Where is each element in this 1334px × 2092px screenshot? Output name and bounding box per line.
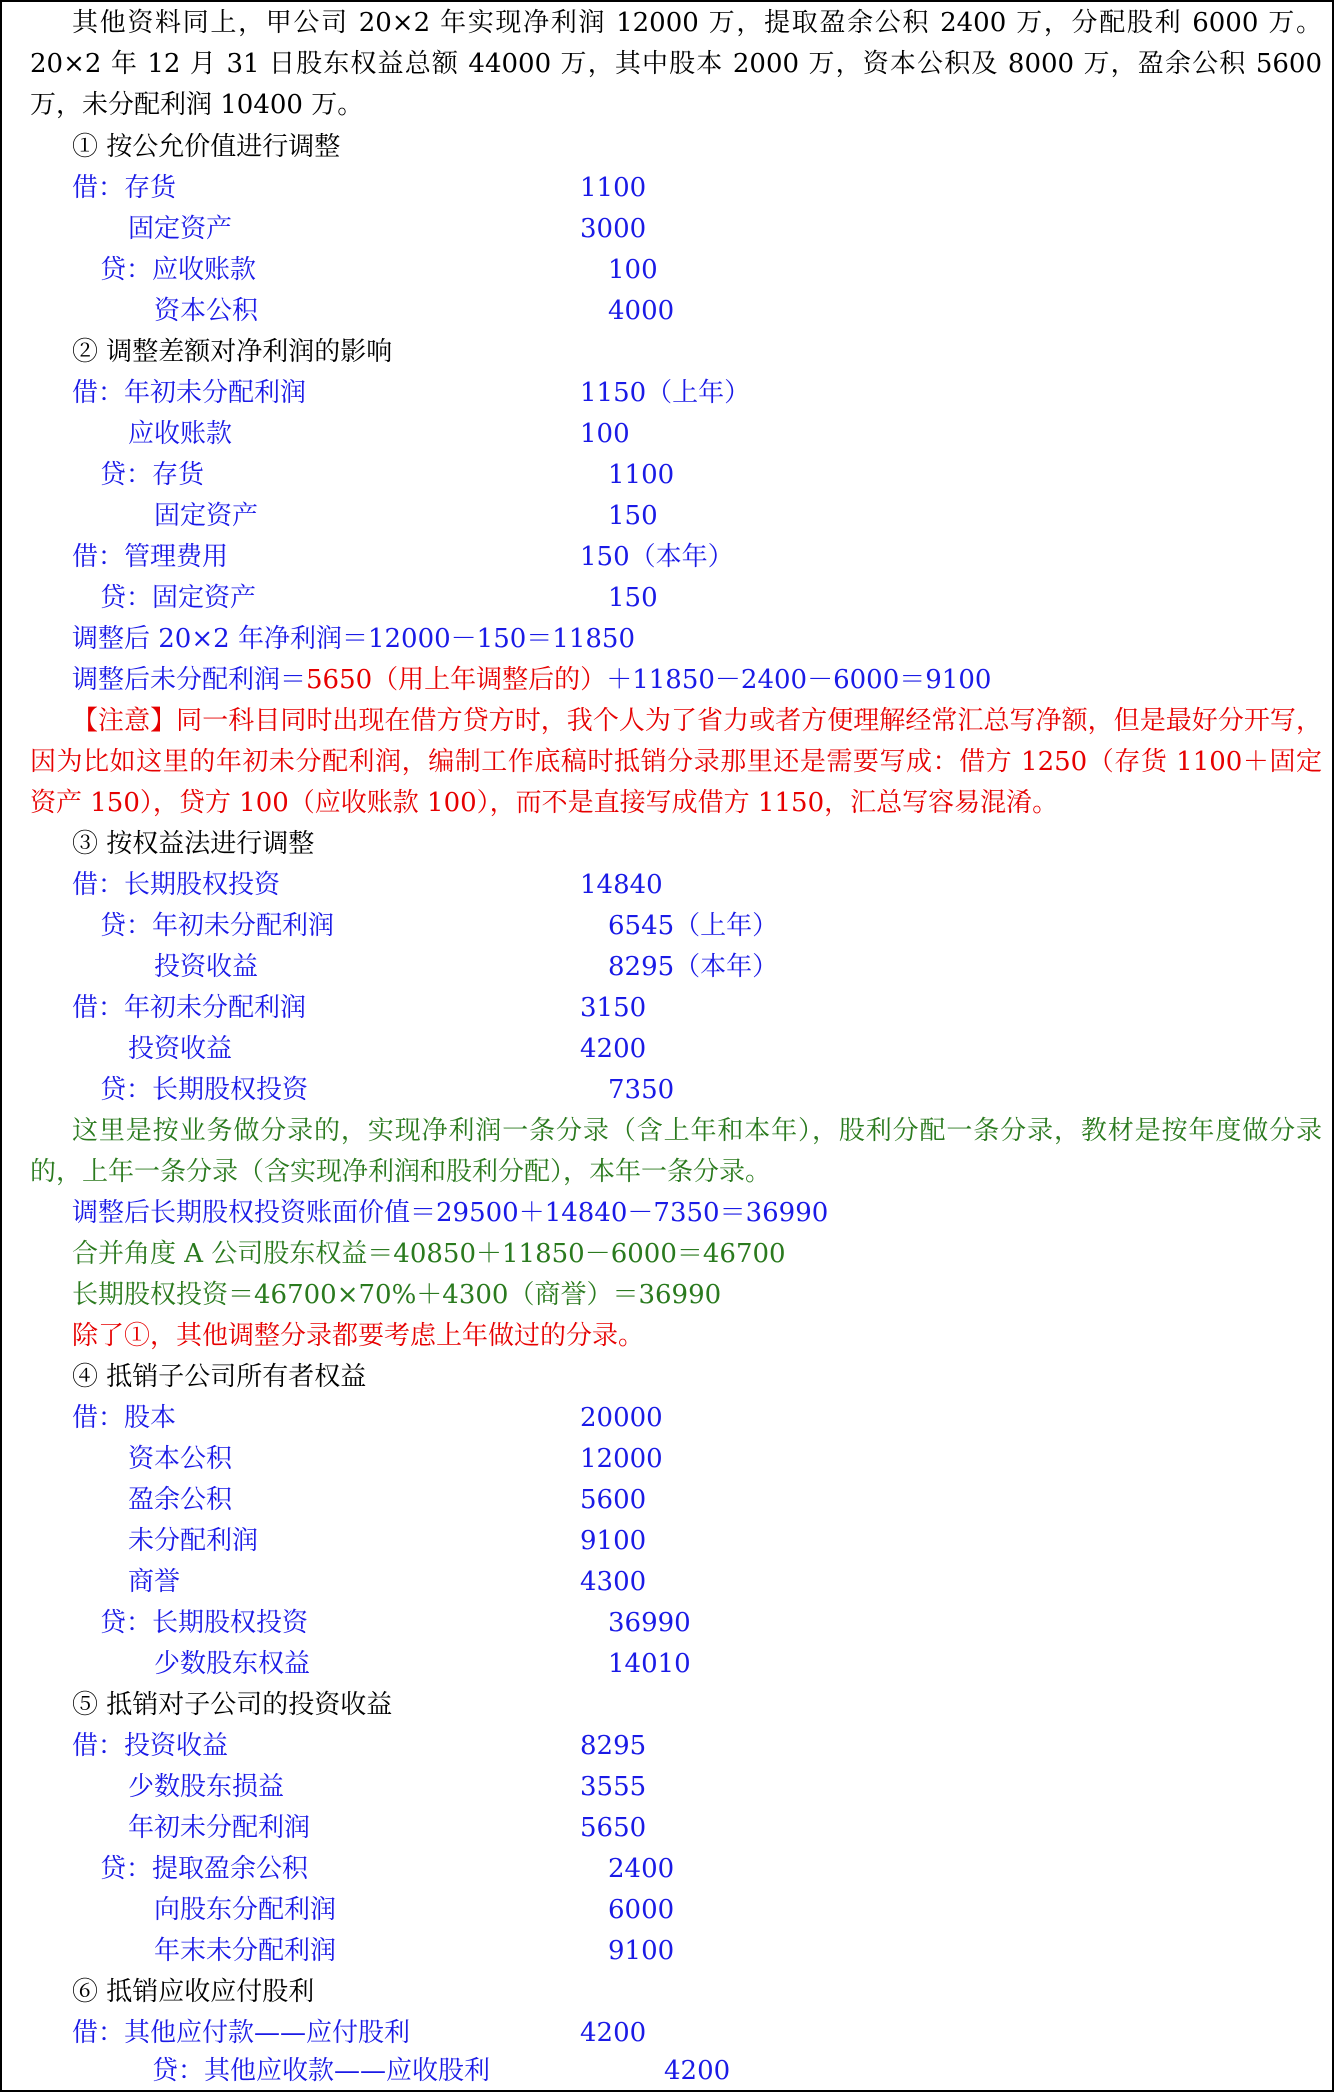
calc-line <box>2 619 1332 660</box>
calc-book-value: 调整后长期股权投资账面价值＝29500＋14840－7350＝36990 <box>72 1198 829 1228</box>
entry-row <box>2 1931 1332 1972</box>
entry-account: 贷：长期股权投资 <box>100 1608 309 1638</box>
entry-amount: 2400 <box>608 1854 675 1884</box>
entry-row <box>2 168 1332 209</box>
entry-amount: 20000 <box>580 1403 663 1433</box>
entry-row <box>2 2013 1332 2054</box>
calc-retained-earnings <box>72 660 991 701</box>
intro-paragraph: 其他资料同上，甲公司 20×2 年实现净利润 12000 万，提取盈余公积 2400 万，分配股利 6000 万。20×2 年 12 月 31 日股东权益总额 44000 万，其中股本 2000 万，资本公积及 8000 万，盈余公积 5600 万，未分配利润 10400 万。 <box>30 8 1322 120</box>
entry-row <box>2 373 1332 414</box>
entry-amount: 100 <box>580 419 630 449</box>
entry-amount: 150 <box>608 583 658 613</box>
entry-account: 贷：提取盈余公积 <box>100 1854 309 1884</box>
entry-row <box>2 1644 1332 1685</box>
entry-amount: 100 <box>608 255 658 285</box>
section-5-heading: ⑤ 抵销对子公司的投资收益 <box>72 1690 393 1720</box>
note-paragraph <box>30 701 1322 824</box>
note-tag: 【注意】 <box>72 706 177 736</box>
entry-account: 投资收益 <box>128 1034 233 1064</box>
entry-amount: 150 <box>608 501 658 531</box>
calc-highlight: 5650（用上年调整后的） <box>306 665 607 695</box>
entry-amount: 5650 <box>580 1813 647 1843</box>
entry-account: 借：年初未分配利润 <box>72 378 307 408</box>
entry-row <box>2 578 1332 619</box>
entry-account: 固定资产 <box>128 214 233 244</box>
section-4-heading-line <box>2 1357 1332 1398</box>
entry-account: 投资收益 <box>154 952 259 982</box>
entry-amount: 6000 <box>608 1895 675 1925</box>
section-2-heading: ② 调整差额对净利润的影响 <box>72 337 393 367</box>
entry-row <box>2 947 1332 988</box>
entry-row <box>2 1890 1332 1931</box>
green-note-paragraph: 这里是按业务做分录的，实现净利润一条分录（含上年和本年），股利分配一条分录，教材是按年度做分录的，上年一条分录（含实现净利润和股利分配），本年一条分录。 <box>30 1116 1322 1187</box>
calc-line <box>2 660 1332 701</box>
entry-row <box>2 1480 1332 1521</box>
section-5-heading-line <box>2 1685 1332 1726</box>
red-note: 除了①，其他调整分录都要考虑上年做过的分录。 <box>72 1321 645 1351</box>
entry-row <box>2 988 1332 1029</box>
entry-row <box>2 209 1332 250</box>
entry-amount: 14010 <box>608 1649 691 1679</box>
entry-row <box>2 1029 1332 1070</box>
entry-account: 借：长期股权投资 <box>72 870 281 900</box>
calc-line <box>2 1234 1332 1275</box>
calc-line <box>2 1275 1332 1316</box>
entry-amount: 3150 <box>580 993 647 1023</box>
section-6-heading: ⑥ 抵销应收应付股利 <box>72 1977 315 2007</box>
entry-amount: 3555 <box>580 1772 647 1802</box>
entry-amount: 8295（本年） <box>608 952 779 982</box>
entry-amount: 1100 <box>580 173 647 203</box>
section-3-heading-line <box>2 824 1332 865</box>
entry-account: 借：管理费用 <box>72 542 229 572</box>
entry-amount: 1100 <box>608 460 675 490</box>
entry-row <box>2 1439 1332 1480</box>
entry-account: 贷：固定资产 <box>100 583 257 613</box>
entry-row <box>2 1521 1332 1562</box>
entry-account: 盈余公积 <box>128 1485 233 1515</box>
entry-account: 向股东分配利润 <box>154 1895 337 1925</box>
entry-row <box>2 906 1332 947</box>
entry-amount: 150（本年） <box>580 542 734 572</box>
calc-prefix: 调整后未分配利润＝ <box>72 665 307 695</box>
entry-row <box>2 1398 1332 1439</box>
entry-account: 固定资产 <box>154 501 259 531</box>
entry-amount: 4200 <box>664 2056 731 2086</box>
entry-row <box>2 1808 1332 1849</box>
section-3-heading: ③ 按权益法进行调整 <box>72 829 315 859</box>
entry-account: 借：股本 <box>72 1403 177 1433</box>
calc-line <box>2 1193 1332 1234</box>
calc-equity: 合并角度 A 公司股东权益＝40850＋11850－6000＝46700 <box>72 1239 786 1269</box>
entry-account: 贷：长期股权投资 <box>100 1075 309 1105</box>
entry-amount: 12000 <box>580 1444 663 1474</box>
entry-account: 借：投资收益 <box>72 1731 229 1761</box>
entry-account: 借：存货 <box>72 173 177 203</box>
entry-amount: 1150（上年） <box>580 378 751 408</box>
section-4-heading: ④ 抵销子公司所有者权益 <box>72 1362 367 1392</box>
entry-account: 贷：年初未分配利润 <box>100 911 335 941</box>
entry-account: 未分配利润 <box>128 1526 259 1556</box>
entry-amount: 9100 <box>580 1526 647 1556</box>
entry-amount: 6545（上年） <box>608 911 779 941</box>
entry-row <box>2 496 1332 537</box>
entry-amount: 9100 <box>608 1936 675 1966</box>
entry-row <box>2 1849 1332 1890</box>
section-2-heading-line <box>2 332 1332 373</box>
entry-row <box>2 250 1332 291</box>
entry-row <box>2 414 1332 455</box>
entry-row <box>2 455 1332 496</box>
entry-amount: 5600 <box>580 1485 647 1515</box>
entry-row <box>2 291 1332 332</box>
entry-row <box>2 1070 1332 1111</box>
entry-account: 应收账款 <box>128 419 233 449</box>
entry-account: 贷：应收账款 <box>100 255 257 285</box>
entry-account: 贷：其他应收款——应收股利 <box>152 2056 491 2086</box>
entry-account: 年末未分配利润 <box>154 1936 337 1966</box>
entry-row <box>2 2051 1332 2092</box>
entry-amount: 4200 <box>580 1034 647 1064</box>
note-text: 同一科目同时出现在借方贷方时，我个人为了省力或者方便理解经常汇总写净额，但是最好分开写，因为比如这里的年初未分配利润，编制工作底稿时抵销分录那里还是需要写成：借方 1250（存货 1100＋固定资产 150），贷方 100（应收账款 100），而不是直接写成借方 1150，汇总写容易混淆。 <box>30 706 1322 818</box>
entry-amount: 8295 <box>580 1731 647 1761</box>
entry-account: 贷：存货 <box>100 460 205 490</box>
entry-amount: 4200 <box>580 2018 647 2048</box>
entry-account: 借：其他应付款——应付股利 <box>72 2018 411 2048</box>
entry-account: 年初未分配利润 <box>128 1813 311 1843</box>
entry-row <box>2 865 1332 906</box>
entry-account: 资本公积 <box>128 1444 233 1474</box>
entry-row <box>2 1603 1332 1644</box>
entry-account: 商誉 <box>128 1567 181 1597</box>
entry-row <box>2 1562 1332 1603</box>
calc-suffix: ＋11850－2400－6000＝9100 <box>606 665 992 695</box>
entry-row <box>2 1726 1332 1767</box>
calc-investment: 长期股权投资＝46700×70%＋4300（商誉）＝36990 <box>72 1280 722 1310</box>
entry-amount: 36990 <box>608 1608 691 1638</box>
entry-account: 资本公积 <box>154 296 259 326</box>
section-1-heading: ① 按公允价值进行调整 <box>72 132 341 162</box>
entry-amount: 4000 <box>608 296 675 326</box>
calc-line <box>2 1316 1332 1357</box>
entry-account: 借：年初未分配利润 <box>72 993 307 1023</box>
entry-amount: 4300 <box>580 1567 647 1597</box>
entry-account: 少数股东损益 <box>128 1772 285 1802</box>
entry-account: 少数股东权益 <box>154 1649 311 1679</box>
entry-row <box>2 537 1332 578</box>
section-1-heading-line <box>2 127 1332 168</box>
entry-amount: 3000 <box>580 214 647 244</box>
entry-row <box>2 1767 1332 1808</box>
entry-amount: 7350 <box>608 1075 675 1105</box>
entry-amount: 14840 <box>580 870 663 900</box>
section-6-heading-line <box>2 1972 1332 2013</box>
calc-net-profit: 调整后 20×2 年净利润＝12000－150＝11850 <box>72 624 635 654</box>
